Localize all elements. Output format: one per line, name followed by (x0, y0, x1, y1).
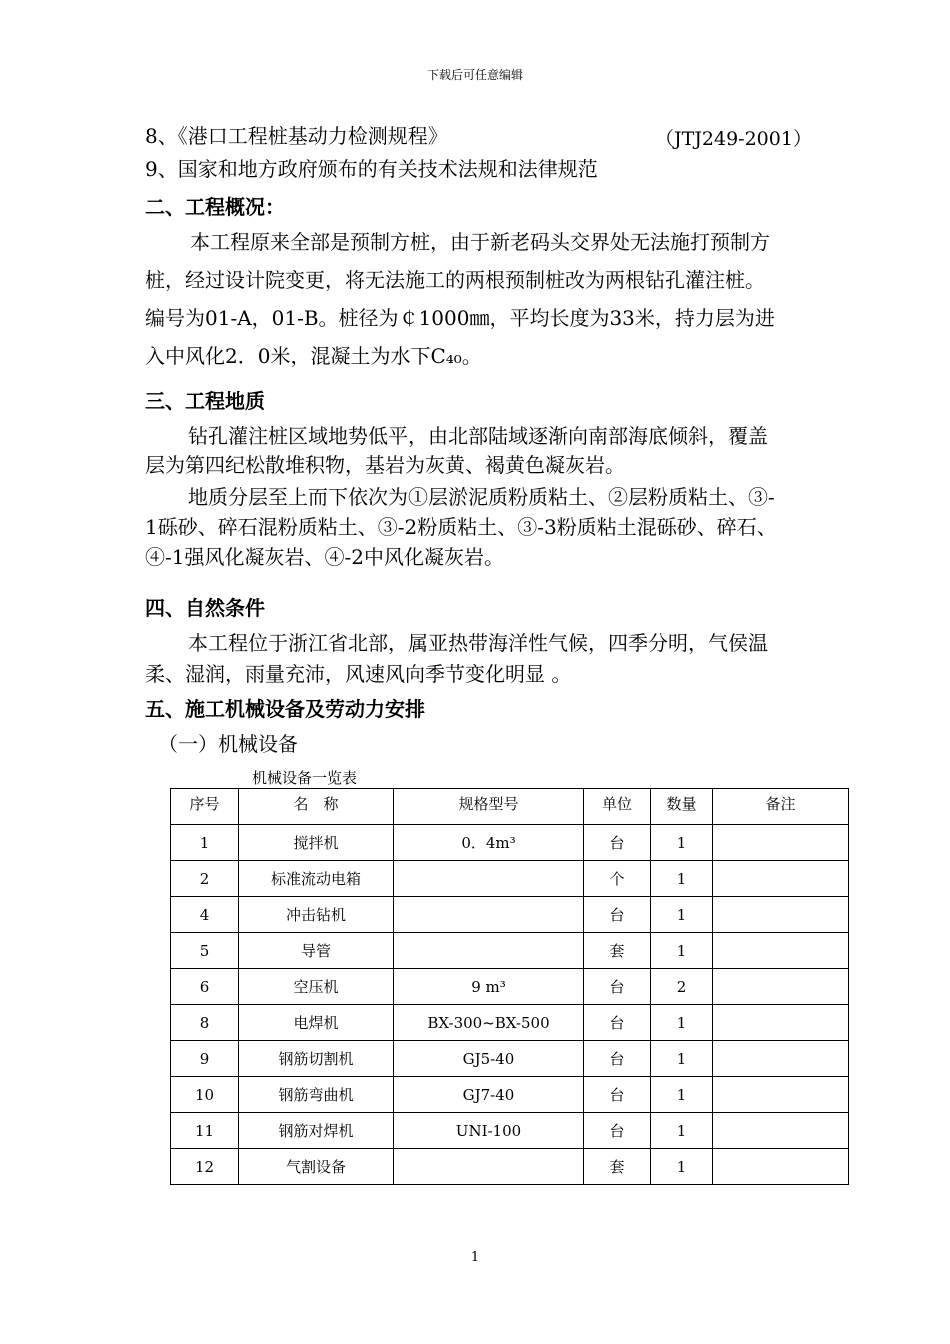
cell-name: 导管 (239, 933, 394, 969)
cell-spec: BX-300~BX-500 (394, 1005, 584, 1041)
section-4-body: 本工程位于浙江省北部，属亚热带海洋性气候，四季分明，气侯温 柔、湿润，雨量充沛，风速风向季节变化明显 。 (145, 631, 768, 686)
cell-qty: 1 (651, 933, 713, 969)
cell-qty: 1 (651, 1077, 713, 1113)
table-row (171, 1005, 849, 1041)
table-header-row (171, 789, 849, 825)
cell-qty: 1 (651, 1005, 713, 1041)
cell-seq: 11 (171, 1113, 239, 1149)
cell-unit: 台 (584, 1005, 651, 1041)
section-2-body (145, 230, 775, 382)
header-cell: 单位 (584, 789, 651, 825)
cell-note (713, 897, 849, 933)
table-row (171, 897, 849, 933)
cell-name: 标准流动电箱 (239, 861, 394, 897)
table-row (171, 1113, 849, 1149)
cell-unit: 台 (584, 897, 651, 933)
cell-seq: 9 (171, 1041, 239, 1077)
cell-unit: 台 (584, 969, 651, 1005)
cell-qty: 1 (651, 1149, 713, 1185)
cell-spec: GJ5-40 (394, 1041, 584, 1077)
table-row (171, 1041, 849, 1077)
cell-unit: 个 (584, 861, 651, 897)
cell-qty: 1 (651, 1113, 713, 1149)
reference-item-9: 9、国家和地方政府颁布的有关技术法规和法律规范 (145, 157, 598, 181)
cell-note (713, 1077, 849, 1113)
section-2-title: 二、工程概况： (145, 195, 285, 219)
cell-note (713, 1113, 849, 1149)
header-cell: 规格型号 (394, 789, 584, 825)
cell-name: 气割设备 (239, 1149, 394, 1185)
cell-note (713, 1041, 849, 1077)
cell-name: 空压机 (239, 969, 394, 1005)
cell-seq: 5 (171, 933, 239, 969)
cell-unit: 台 (584, 1077, 651, 1113)
cell-name: 钢筋弯曲机 (239, 1077, 394, 1113)
cell-seq: 4 (171, 897, 239, 933)
cell-seq: 1 (171, 825, 239, 861)
table-row (171, 1149, 849, 1185)
reference-item-8-code: （JTJ249-2001） (655, 128, 812, 150)
cell-seq: 10 (171, 1077, 239, 1113)
table-row (171, 933, 849, 969)
cell-seq: 2 (171, 861, 239, 897)
cell-unit: 台 (584, 1041, 651, 1077)
cell-qty: 1 (651, 1041, 713, 1077)
section-3-para-2: 地质分层至上而下依次为①层淤泥质粉质粘土、②层粉质粘土、③- 1砾砂、碎石混粉质粘土、③-2粉质粘土、③-3粉质粘土混砾砂、碎石、 ④-1强风化凝灰岩、④-2中风化凝灰岩。 (145, 485, 777, 569)
cell-unit: 台 (584, 825, 651, 861)
cell-spec (394, 897, 584, 933)
cell-spec: 0．4m³ (394, 825, 584, 861)
table-row (171, 1077, 849, 1113)
cell-name: 钢筋切割机 (239, 1041, 394, 1077)
header-cell: 数量 (651, 789, 713, 825)
cell-unit: 台 (584, 1113, 651, 1149)
cell-name: 搅拌机 (239, 825, 394, 861)
cell-note (713, 969, 849, 1005)
header-cell: 备注 (713, 789, 849, 825)
cell-qty: 2 (651, 969, 713, 1005)
table-caption: 机械设备一览表 (252, 769, 358, 787)
section-2-line-4: 入中风化2．0米，混凝土为水下C₄₀。 (145, 344, 482, 368)
cell-qty: 1 (651, 861, 713, 897)
cell-spec: GJ7-40 (394, 1077, 584, 1113)
cell-seq: 12 (171, 1149, 239, 1185)
section-4-title: 四、自然条件 (145, 596, 265, 620)
cell-qty: 1 (651, 825, 713, 861)
cell-name: 冲击钻机 (239, 897, 394, 933)
cell-unit: 套 (584, 933, 651, 969)
page-header: 下载后可任意编辑 (426, 68, 523, 82)
cell-note (713, 1005, 849, 1041)
cell-spec (394, 1149, 584, 1185)
cell-seq: 6 (171, 969, 239, 1005)
cell-spec (394, 861, 584, 897)
header-cell: 名 称 (239, 789, 394, 825)
cell-qty: 1 (651, 897, 713, 933)
cell-spec: 9 m³ (394, 969, 584, 1005)
section-2-line-3: 编号为01-A，01-B。桩径为￠1000㎜，平均长度为33米，持力层为进 (145, 306, 775, 330)
cell-spec (394, 933, 584, 969)
section-3-para-1: 钻孔灌注桩区域地势低平，由北部陆域逐渐向南部海底倾斜，覆盖 层为第四纪松散堆积物，基岩为灰黄、褐黄色凝灰岩。 (145, 424, 768, 477)
table-row (171, 825, 849, 861)
cell-name: 钢筋对焊机 (239, 1113, 394, 1149)
cell-note (713, 861, 849, 897)
cell-note (713, 1149, 849, 1185)
section-2-line-1: 本工程原来全部是预制方桩，由于新老码头交界处无法施打预制方 (190, 230, 770, 254)
cell-note (713, 933, 849, 969)
cell-name: 电焊机 (239, 1005, 394, 1041)
table-row (171, 969, 849, 1005)
reference-item-8: 8、《港口工程桩基动力检测规程》 (145, 124, 448, 148)
section-3-title: 三、工程地质 (145, 389, 265, 413)
table-row (171, 861, 849, 897)
equipment-table (170, 788, 849, 1185)
section-5-title: 五、施工机械设备及劳动力安排 (145, 697, 425, 721)
section-2-line-2: 桩，经过设计院变更，将无法施工的两根预制桩改为两根钻孔灌注桩。 (145, 268, 765, 292)
header-cell: 序号 (171, 789, 239, 825)
cell-seq: 8 (171, 1005, 239, 1041)
cell-note (713, 825, 849, 861)
cell-unit: 套 (584, 1149, 651, 1185)
page-number: 1 (470, 1250, 480, 1265)
cell-spec: UNI-100 (394, 1113, 584, 1149)
section-5-subtitle: （一）机械设备 (158, 732, 298, 756)
